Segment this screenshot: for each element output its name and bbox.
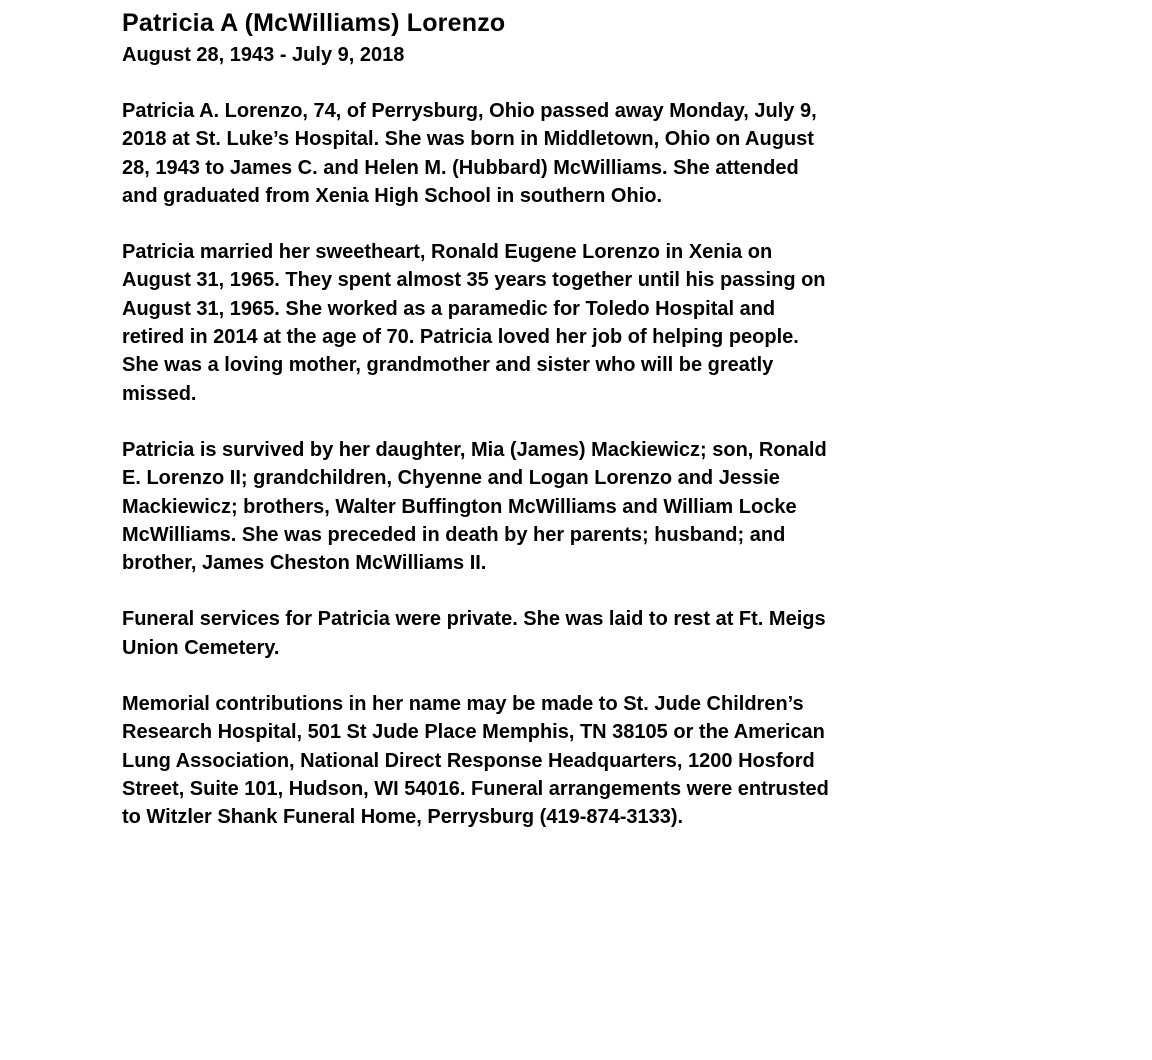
text-line: to Witzler Shank Funeral Home, Perrysburg (419-874-3133). (122, 806, 684, 829)
obituary-paragraph (122, 690, 1022, 831)
obituary-paragraph (122, 97, 1022, 210)
text-line: Street, Suite 101, Hudson, WI 54016. Funeral arrangements were entrusted (122, 777, 829, 800)
text-line: Patricia A. Lorenzo, 74, of Perrysburg, Ohio passed away Monday, July 9, (122, 100, 817, 122)
obituary-paragraph (122, 238, 1022, 408)
text-line: brother, James Cheston McWilliams II. (122, 552, 487, 575)
text-line: McWilliams. She was preceded in death by her parents; husband; and (122, 523, 786, 546)
obituary-paragraph (122, 436, 1022, 577)
obituary-name: Patricia A (McWilliams) Lorenzo (122, 9, 506, 37)
text-line: Patricia is survived by her daughter, Mia (James) Mackiewicz; son, Ronald (122, 438, 827, 461)
text-line: retired in 2014 at the age of 70. Patricia loved her job of helping people. (122, 326, 799, 349)
text-line: and graduated from Xenia High School in southern Ohio. (122, 184, 663, 207)
text-line: missed. (122, 382, 197, 405)
obituary-paragraph (122, 605, 1022, 662)
obituary-dates: August 28, 1943 - July 9, 2018 (122, 44, 405, 66)
text-line: Funeral services for Patricia were private. She was laid to rest at Ft. Meigs (122, 608, 826, 631)
text-line: August 31, 1965. She worked as a paramedic for Toledo Hospital and (122, 297, 776, 320)
obituary-content (122, 5, 1022, 832)
text-line: August 31, 1965. They spent almost 35 years together until his passing on (122, 269, 826, 292)
text-line: Memorial contributions in her name may be made to St. Jude Children’s (122, 693, 804, 716)
text-line: Lung Association, National Direct Response Headquarters, 1200 Hosford (122, 749, 815, 772)
text-line: Union Cemetery. (122, 636, 280, 659)
text-line: Mackiewicz; brothers, Walter Buffington McWilliams and William Locke (122, 495, 797, 518)
text-line: Research Hospital, 501 St Jude Place Memphis, TN 38105 or the American (122, 721, 825, 744)
text-line: Patricia married her sweetheart, Ronald Eugene Lorenzo in Xenia on (122, 241, 773, 264)
text-line: 2018 at St. Luke’s Hospital. She was born in Middletown, Ohio on August (122, 128, 814, 151)
text-line: 28, 1943 to James C. and Helen M. (Hubbard) McWilliams. She attended (122, 156, 799, 179)
text-line: E. Lorenzo II; grandchildren, Chyenne and Logan Lorenzo and Jessie (122, 467, 780, 490)
text-line: She was a loving mother, grandmother and sister who will be greatly (122, 354, 774, 377)
